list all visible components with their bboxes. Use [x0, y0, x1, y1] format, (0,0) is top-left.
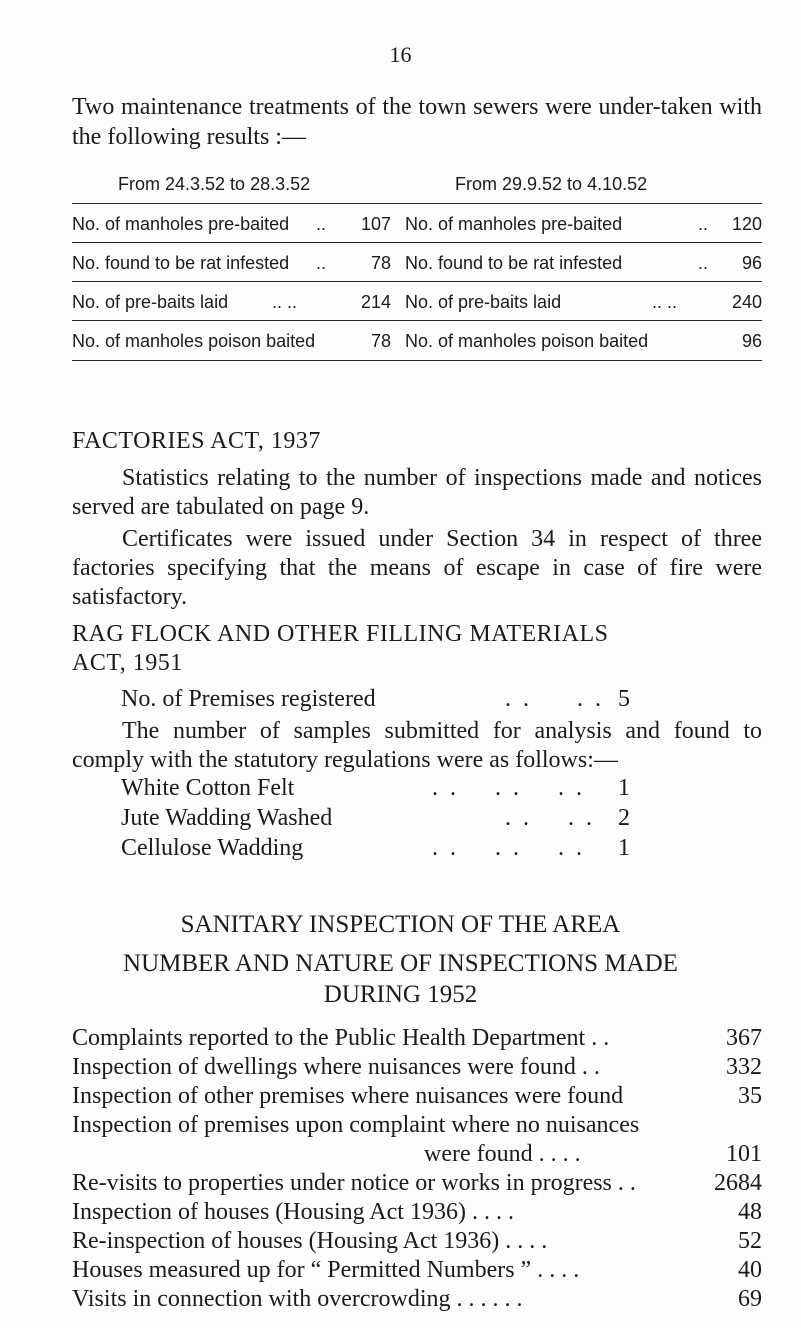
- table-cell-label: No. of manholes pre-baited: [405, 214, 623, 234]
- table-cell-label: No. of manholes pre-baited: [72, 214, 290, 234]
- list-item-label: Inspection of premises upon complaint where no nuisances: [72, 1112, 640, 1138]
- rag-flock-heading-line1: RAG FLOCK AND OTHER FILLING MATERIALS: [72, 621, 609, 647]
- table-rule: [72, 320, 762, 321]
- list-item-value: 40: [738, 1257, 762, 1283]
- list-item-label: Jute Wadding Washed: [121, 805, 333, 831]
- list-item-value: 101: [726, 1141, 762, 1167]
- table-cell-dots: .. ..: [652, 292, 678, 312]
- list-item-label: Inspection of other premises where nuisances were found: [72, 1083, 624, 1109]
- list-item-label: Cellulose Wadding: [121, 835, 304, 861]
- table-cell-dots: ..: [316, 253, 327, 273]
- table-cell-value: 96: [741, 253, 762, 273]
- list-item-label: Complaints reported to the Public Health Department . .: [72, 1025, 610, 1051]
- list-item-value: 52: [738, 1228, 762, 1254]
- rag-flock-paragraph: The number of samples submitted for analysis and found to comply with the statutory regulations were as follows:—: [72, 718, 762, 773]
- list-item-value: 367: [726, 1025, 762, 1051]
- list-item-value: 2684: [714, 1170, 762, 1196]
- list-item-value: 35: [738, 1083, 762, 1109]
- table-cell-dots: ..: [316, 214, 327, 234]
- list-item-value: 1: [618, 775, 630, 801]
- list-item-value: 69: [738, 1286, 762, 1312]
- list-item-label: were found . . . .: [424, 1141, 581, 1167]
- table-cell-label: No. of manholes poison baited: [72, 331, 316, 351]
- table-cell-label: No. found to be rat infested: [72, 253, 290, 273]
- list-item-label: White Cotton Felt: [121, 775, 295, 801]
- table-cell-label: No. of pre-baits laid: [405, 292, 562, 312]
- table-header-right: From 29.9.52 to 4.10.52: [455, 174, 648, 194]
- table-cell-dots: ..: [698, 253, 709, 273]
- sanitary-subheading-line2: DURING 1952: [323, 981, 478, 1008]
- table-cell-value: 96: [741, 331, 762, 351]
- table-cell-label: No. of pre-baits laid: [72, 292, 229, 312]
- table-cell-value: 78: [370, 331, 391, 351]
- premises-registered-label: No. of Premises registered: [121, 686, 376, 712]
- table-cell-dots: ..: [698, 214, 709, 234]
- table-rule: [72, 242, 762, 243]
- table-cell-value: 120: [731, 214, 762, 234]
- list-item-label: Re-inspection of houses (Housing Act 1936) . . . .: [72, 1228, 548, 1254]
- list-item-value: 2: [618, 805, 630, 831]
- list-item-label: Houses measured up for “ Permitted Numbers ” . . . .: [72, 1257, 580, 1283]
- list-item-label: Inspection of dwellings where nuisances were found . .: [72, 1054, 600, 1080]
- table-rule: [72, 360, 762, 361]
- factories-heading: FACTORIES ACT, 1937: [72, 428, 321, 454]
- leader-dots: . . . .: [505, 805, 595, 831]
- table-cell-label: No. of manholes poison baited: [405, 331, 649, 351]
- table-cell-dots: .. ..: [272, 292, 298, 312]
- leader-dots: . . . . . .: [432, 775, 585, 801]
- list-item-label: Visits in connection with overcrowding . . . . . .: [72, 1286, 523, 1312]
- list-item-label: Re-visits to properties under notice or works in progress . .: [72, 1170, 636, 1196]
- page-number: 16: [389, 42, 412, 67]
- intro-paragraph: Two maintenance treatments of the town sewers were under-taken with the following results :—: [72, 94, 762, 150]
- sanitary-subheading-line1: NUMBER AND NATURE OF INSPECTIONS MADE: [123, 950, 678, 977]
- list-item-value: 1: [618, 835, 630, 861]
- table-cell-value: 78: [370, 253, 391, 273]
- table-cell-value: 240: [731, 292, 762, 312]
- factories-paragraph-2: Certificates were issued under Section 34 in respect of three factories specifying that the means of escape in case of fire were satisfactory.: [72, 526, 762, 610]
- list-item-value: 48: [738, 1199, 762, 1225]
- table-rule: [72, 203, 762, 204]
- list-item-label: Inspection of houses (Housing Act 1936) . . . .: [72, 1199, 514, 1225]
- table-cell-label: No. found to be rat infested: [405, 253, 623, 273]
- leader-dots: . . . .: [505, 686, 604, 712]
- factories-paragraph-1: Statistics relating to the number of inspections made and notices served are tabulated on page 9.: [72, 465, 762, 520]
- table-cell-value: 107: [360, 214, 391, 234]
- premises-registered-value: 5: [618, 686, 630, 712]
- sanitary-heading: SANITARY INSPECTION OF THE AREA: [180, 911, 621, 938]
- leader-dots: . . . . . .: [432, 835, 585, 861]
- list-item-value: 332: [726, 1054, 762, 1080]
- table-cell-value: 214: [360, 292, 391, 312]
- table-rule: [72, 281, 762, 282]
- rag-flock-heading-line2: ACT, 1951: [72, 650, 183, 676]
- table-header-left: From 24.3.52 to 28.3.52: [118, 174, 311, 194]
